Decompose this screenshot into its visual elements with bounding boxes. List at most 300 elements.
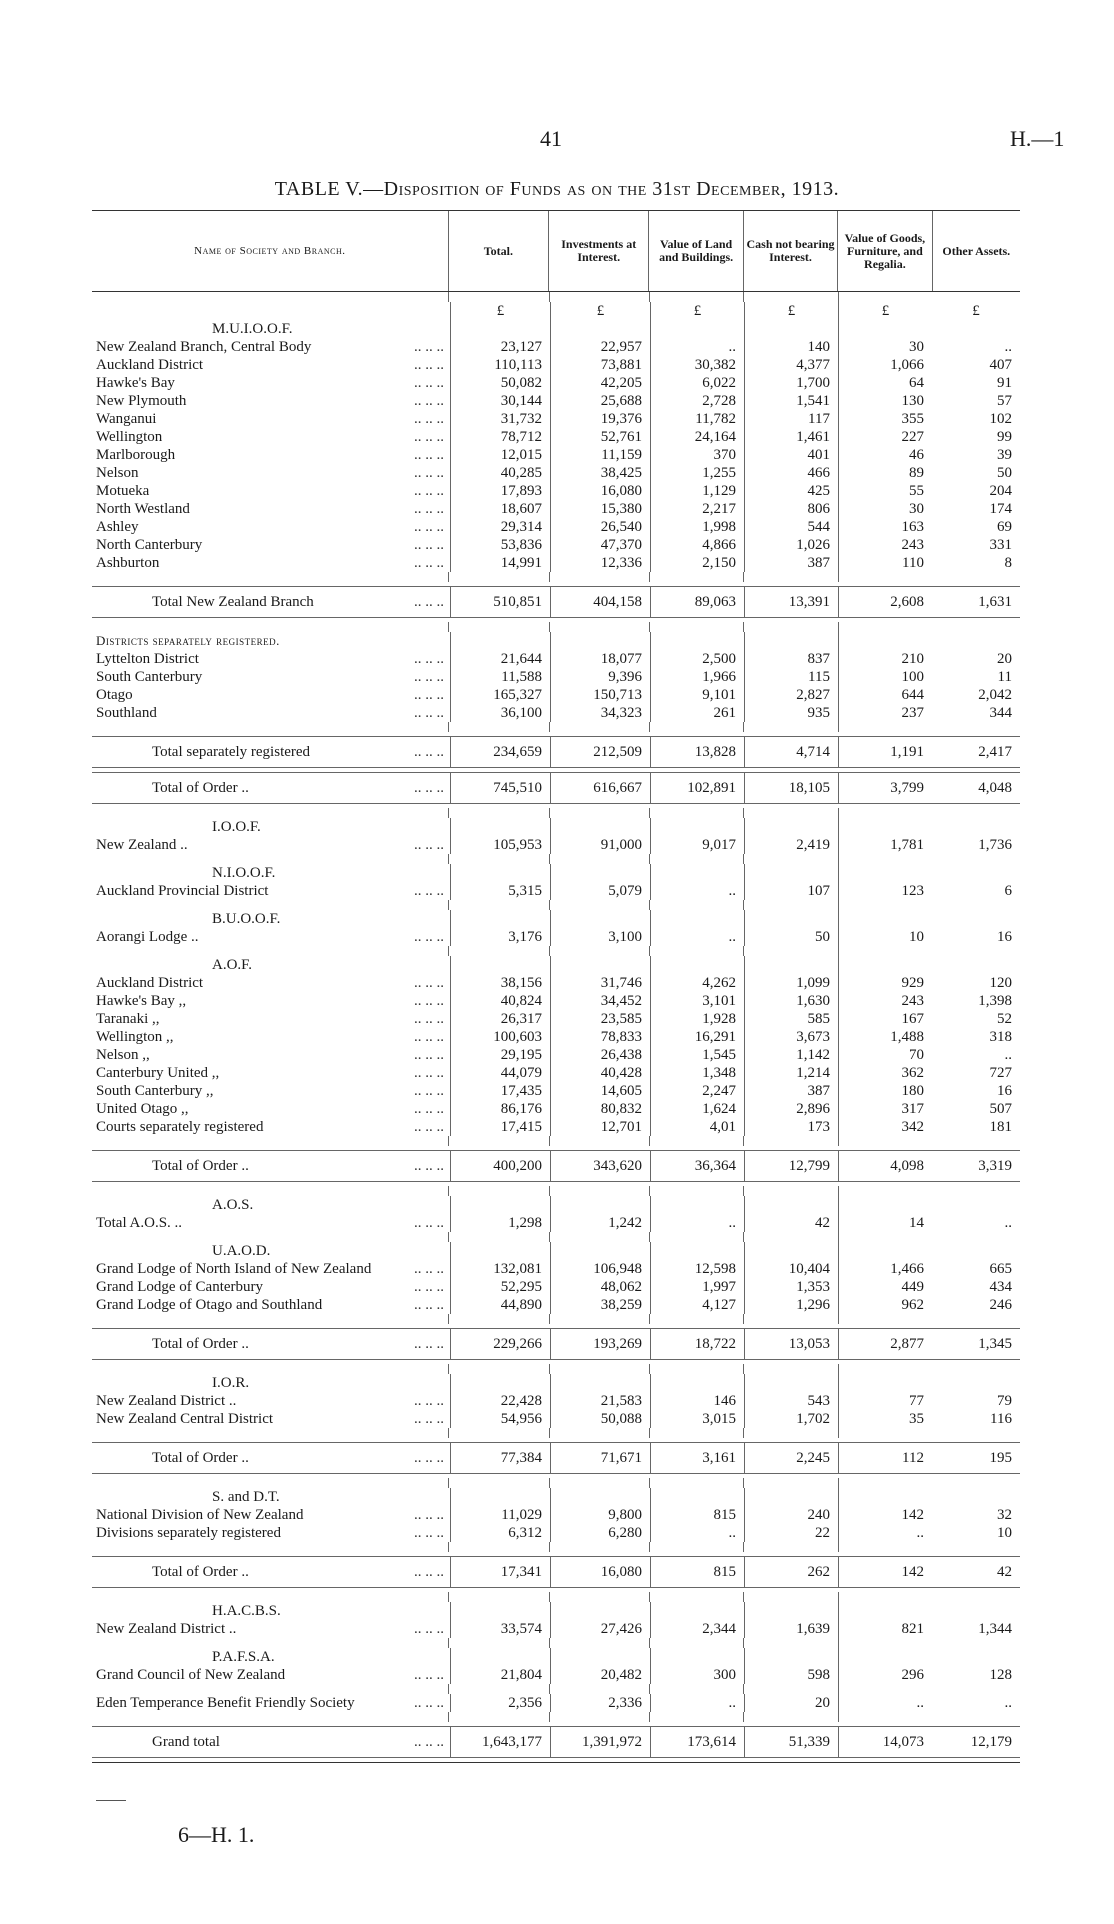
- row-label: [92, 1329, 450, 1359]
- row-label: [92, 928, 450, 946]
- cell-land: [650, 632, 744, 650]
- cell-land: 261: [650, 704, 744, 722]
- cell-total: 22,428: [450, 1392, 550, 1410]
- cell-investments: 91,000: [550, 836, 650, 854]
- row-label: [92, 1278, 450, 1296]
- cell-other: [932, 1648, 1020, 1666]
- leader-dots: .. .. ..: [414, 1411, 444, 1427]
- leader-dots: .. .. ..: [414, 1393, 444, 1409]
- page-number: 41: [540, 126, 562, 151]
- row-label: [92, 818, 450, 836]
- cell-other: 16: [997, 1083, 1012, 1099]
- cell-cash: [744, 818, 838, 836]
- section-heading-text: B.U.O.O.F.: [212, 911, 281, 927]
- table-row: [92, 1260, 1020, 1278]
- row-label: [92, 1488, 450, 1506]
- cell-goods: 77: [838, 1392, 932, 1410]
- cell-other: 120: [989, 975, 1012, 991]
- header-cash: Cash not bearing Interest.: [743, 211, 837, 291]
- cell-cash: 117: [744, 410, 838, 428]
- cell-goods: 929: [838, 974, 932, 992]
- row-label: [92, 338, 450, 356]
- row-name: Otago: [96, 687, 133, 703]
- cell-goods: 100: [838, 668, 932, 686]
- cell-investments: 71,671: [550, 1443, 650, 1473]
- leader-dots: .. .. ..: [414, 501, 444, 517]
- cell-land: 1,966: [650, 668, 744, 686]
- cell-goods: 142: [838, 1506, 932, 1524]
- row-label: [92, 428, 450, 446]
- leader-dots: .. .. ..: [414, 447, 444, 463]
- cell-other: 1,344: [978, 1621, 1012, 1637]
- cell-total: 5,315: [450, 882, 550, 900]
- row-label: [92, 686, 450, 704]
- cell-land: 2,217: [650, 500, 744, 518]
- cell-goods: 4,098: [838, 1151, 932, 1181]
- row-label: [92, 1010, 450, 1028]
- row-name: North Canterbury: [96, 537, 203, 553]
- cell-investments: [550, 1374, 650, 1392]
- cell-goods: 10: [838, 928, 932, 946]
- row-label: [92, 737, 450, 767]
- cell-other: 1,398: [978, 993, 1012, 1009]
- row-name: Aorangi Lodge ..: [96, 929, 199, 945]
- cell-investments: 80,832: [550, 1100, 650, 1118]
- total-row: [92, 1328, 1020, 1360]
- cell-investments: 11,159: [550, 446, 650, 464]
- cell-goods: 1,466: [838, 1260, 932, 1278]
- cell-other: [932, 818, 1020, 836]
- cell-total: 23,127: [450, 338, 550, 356]
- section-heading: [92, 320, 1020, 338]
- cell-goods: 1,191: [838, 737, 932, 767]
- cell-goods: 342: [838, 1118, 932, 1136]
- section-heading-text: M.U.I.O.O.F.: [212, 321, 293, 337]
- leader-dots: .. .. ..: [414, 1297, 444, 1313]
- section-heading-text: P.A.F.S.A.: [212, 1649, 275, 1665]
- cell-investments: 40,428: [550, 1064, 650, 1082]
- cell-other: [932, 910, 1020, 928]
- leader-dots: .. .. ..: [414, 1507, 444, 1523]
- cell-cash: [744, 1196, 838, 1214]
- spacer: [92, 1542, 1020, 1552]
- cell-total: [450, 1602, 550, 1620]
- cell-cash: 425: [744, 482, 838, 500]
- row-name: New Zealand District ..: [96, 1621, 237, 1637]
- cell-cash: 1,639: [744, 1620, 838, 1638]
- row-label: [92, 1694, 450, 1712]
- cell-total: 31,732: [450, 410, 550, 428]
- table-row: [92, 1010, 1020, 1028]
- cell-other: [932, 1602, 1020, 1620]
- cell-investments: 20,482: [550, 1666, 650, 1684]
- cell-total: 165,327: [450, 686, 550, 704]
- spacer: [92, 292, 1020, 302]
- cell-cash: 806: [744, 500, 838, 518]
- section-heading: [92, 1602, 1020, 1620]
- row-label: [92, 650, 450, 668]
- cell-investments: 50,088: [550, 1410, 650, 1428]
- cell-land: 4,262: [650, 974, 744, 992]
- cell-goods: [838, 1648, 932, 1666]
- cell-land: 1,998: [650, 518, 744, 536]
- cell-goods: 167: [838, 1010, 932, 1028]
- table-row: [92, 374, 1020, 392]
- cell-goods: [838, 818, 932, 836]
- row-name: Total New Zealand Branch: [152, 594, 314, 610]
- cell-land: 102,891: [650, 773, 744, 803]
- table-row: [92, 446, 1020, 464]
- leader-dots: .. .. ..: [414, 1734, 444, 1750]
- cell-total: [450, 956, 550, 974]
- cell-goods: 163: [838, 518, 932, 536]
- table-row: [92, 882, 1020, 900]
- row-label: [92, 392, 450, 410]
- cell-other: 3,319: [978, 1158, 1012, 1174]
- total-row: [92, 586, 1020, 618]
- cell-goods: [838, 956, 932, 974]
- cell-other: 2,417: [978, 744, 1012, 760]
- table-row: [92, 464, 1020, 482]
- cell-goods: 227: [838, 428, 932, 446]
- cell-total: 17,435: [450, 1082, 550, 1100]
- leader-dots: .. .. ..: [414, 1621, 444, 1637]
- leader-dots: .. .. ..: [414, 1011, 444, 1027]
- cell-cash: 1,700: [744, 374, 838, 392]
- cell-goods: 449: [838, 1278, 932, 1296]
- row-name: Wellington: [96, 429, 163, 445]
- row-label: [92, 374, 450, 392]
- row-name: Lyttelton District: [96, 651, 199, 667]
- cell-other: 57: [997, 393, 1012, 409]
- table-row: [92, 1100, 1020, 1118]
- cell-total: 12,015: [450, 446, 550, 464]
- leader-dots: .. .. ..: [414, 993, 444, 1009]
- leader-dots: .. .. ..: [414, 1261, 444, 1277]
- cell-goods: 35: [838, 1410, 932, 1428]
- cell-total: 36,100: [450, 704, 550, 722]
- row-label: [92, 1082, 450, 1100]
- cell-cash: 4,377: [744, 356, 838, 374]
- cell-goods: 2,608: [838, 587, 932, 617]
- cell-other: 6: [1004, 883, 1012, 899]
- cell-land: 2,247: [650, 1082, 744, 1100]
- cell-investments: [550, 910, 650, 928]
- cell-goods: 3,799: [838, 773, 932, 803]
- cell-investments: 38,259: [550, 1296, 650, 1314]
- cell-investments: [550, 1602, 650, 1620]
- cell-total: 29,314: [450, 518, 550, 536]
- spacer: [92, 1186, 1020, 1196]
- spacer: [92, 1428, 1020, 1438]
- table-row: [92, 1028, 1020, 1046]
- cell-land: 36,364: [650, 1151, 744, 1181]
- cell-cash: 3,673: [744, 1028, 838, 1046]
- cell-land: 2,344: [650, 1620, 744, 1638]
- cell-investments: [550, 632, 650, 650]
- cell-land: 4,866: [650, 536, 744, 554]
- cell-land: 2,728: [650, 392, 744, 410]
- funds-table: [92, 210, 1020, 1763]
- row-label: [92, 1524, 450, 1542]
- table-row: [92, 686, 1020, 704]
- spacer: [92, 808, 1020, 818]
- cell-land: 1,255: [650, 464, 744, 482]
- cell-investments: 25,688: [550, 392, 650, 410]
- cell-other: 4,048: [978, 780, 1012, 796]
- cell-goods: 70: [838, 1046, 932, 1064]
- section-heading: [92, 1196, 1020, 1214]
- cell-cash: 18,105: [744, 773, 838, 803]
- cell-land: 24,164: [650, 428, 744, 446]
- cell-goods: [838, 1488, 932, 1506]
- row-label: [92, 356, 450, 374]
- cell-goods: 55: [838, 482, 932, 500]
- row-name: Grand Lodge of Otago and Southland: [96, 1297, 323, 1313]
- table-row: [92, 482, 1020, 500]
- cell-goods: £: [838, 302, 932, 320]
- table-body: [92, 292, 1020, 1758]
- cell-total: 54,956: [450, 1410, 550, 1428]
- cell-other: 331: [989, 537, 1012, 553]
- table-row: [92, 1620, 1020, 1638]
- leader-dots: .. .. ..: [414, 1564, 444, 1580]
- row-label: [92, 668, 450, 686]
- cell-investments: 47,370: [550, 536, 650, 554]
- cell-other: [932, 1196, 1020, 1214]
- cell-goods: 962: [838, 1296, 932, 1314]
- section-heading: [92, 910, 1020, 928]
- cell-goods: 821: [838, 1620, 932, 1638]
- leader-dots: .. .. ..: [414, 483, 444, 499]
- cell-investments: 23,585: [550, 1010, 650, 1028]
- row-name: Taranaki ,,: [96, 1011, 160, 1027]
- row-label: [92, 1410, 450, 1428]
- row-name: New Zealand District ..: [96, 1393, 237, 1409]
- section-heading: [92, 1374, 1020, 1392]
- cell-total: 14,991: [450, 554, 550, 572]
- row-label: [92, 910, 450, 928]
- row-name: South Canterbury: [96, 669, 203, 685]
- row-name: Hawke's Bay ,,: [96, 993, 187, 1009]
- cell-total: [450, 1374, 550, 1392]
- leader-dots: .. .. ..: [414, 1119, 444, 1135]
- cell-cash: 2,896: [744, 1100, 838, 1118]
- section-heading-text: U.A.O.D.: [212, 1243, 271, 1259]
- row-name: Courts separately registered: [96, 1119, 264, 1135]
- cell-goods: 1,066: [838, 356, 932, 374]
- spacer: [92, 622, 1020, 632]
- cell-cash: 115: [744, 668, 838, 686]
- cell-total: [450, 632, 550, 650]
- cell-land: ..: [650, 1524, 744, 1542]
- table-row: [92, 1214, 1020, 1232]
- cell-land: 3,161: [650, 1443, 744, 1473]
- footer-rule: [96, 1800, 126, 1801]
- table-row: [92, 1410, 1020, 1428]
- cell-investments: £: [550, 302, 650, 320]
- header-other: Other Assets.: [932, 211, 1020, 291]
- table-row: [92, 1046, 1020, 1064]
- cell-goods: 1,781: [838, 836, 932, 854]
- total-row: [92, 736, 1020, 768]
- cell-land: 9,101: [650, 686, 744, 704]
- cell-other: 52: [997, 1011, 1012, 1027]
- row-label: [92, 587, 450, 617]
- leader-dots: .. .. ..: [414, 780, 444, 796]
- cell-total: 44,890: [450, 1296, 550, 1314]
- cell-land: [650, 864, 744, 882]
- cell-total: [450, 320, 550, 338]
- table-row: [92, 1278, 1020, 1296]
- header-investments: Investments at Interest.: [548, 211, 648, 291]
- cell-investments: [550, 320, 650, 338]
- cell-investments: 150,713: [550, 686, 650, 704]
- table-row: [92, 1506, 1020, 1524]
- cell-land: 173,614: [650, 1727, 744, 1757]
- cell-land: [650, 320, 744, 338]
- cell-cash: 401: [744, 446, 838, 464]
- row-label: [92, 1648, 450, 1666]
- cell-land: ..: [650, 882, 744, 900]
- cell-investments: [550, 1648, 650, 1666]
- table-row: [92, 536, 1020, 554]
- cell-land: [650, 956, 744, 974]
- row-label: [92, 482, 450, 500]
- leader-dots: .. .. ..: [414, 1158, 444, 1174]
- cell-total: 234,659: [450, 737, 550, 767]
- cell-land: 16,291: [650, 1028, 744, 1046]
- cell-land: 1,545: [650, 1046, 744, 1064]
- leader-dots: .. .. ..: [414, 837, 444, 853]
- cell-total: [450, 818, 550, 836]
- cell-total: 100,603: [450, 1028, 550, 1046]
- cell-other: 1,345: [978, 1336, 1012, 1352]
- cell-other: 665: [989, 1261, 1012, 1277]
- cell-land: 4,01: [650, 1118, 744, 1136]
- cell-land: £: [650, 302, 744, 320]
- cell-total: 11,588: [450, 668, 550, 686]
- cell-total: 229,266: [450, 1329, 550, 1359]
- leader-dots: .. .. ..: [414, 1336, 444, 1352]
- section-heading-text: S. and D.T.: [212, 1489, 280, 1505]
- row-name: New Zealand Central District: [96, 1411, 274, 1427]
- leader-dots: .. .. ..: [414, 1695, 444, 1711]
- table-row: [92, 836, 1020, 854]
- row-label: [92, 1028, 450, 1046]
- row-label: [92, 773, 450, 803]
- cell-land: 300: [650, 1666, 744, 1684]
- section-heading: [92, 1242, 1020, 1260]
- row-label: [92, 1443, 450, 1473]
- table-row: [92, 1296, 1020, 1314]
- row-label: [92, 836, 450, 854]
- row-name: Grand Lodge of Canterbury: [96, 1279, 264, 1295]
- cell-total: 21,644: [450, 650, 550, 668]
- cell-total: 33,574: [450, 1620, 550, 1638]
- cell-land: [650, 818, 744, 836]
- row-name: Ashley: [96, 519, 139, 535]
- cell-other: 32: [997, 1507, 1012, 1523]
- row-name: Nelson: [96, 465, 139, 481]
- cell-land: 89,063: [650, 587, 744, 617]
- leader-dots: .. .. ..: [414, 929, 444, 945]
- row-name: Total A.O.S. ..: [96, 1215, 183, 1231]
- cell-goods: 30: [838, 338, 932, 356]
- cell-cash: [744, 1648, 838, 1666]
- row-label: [92, 1118, 450, 1136]
- cell-land: 13,828: [650, 737, 744, 767]
- cell-other: 116: [990, 1411, 1012, 1427]
- cell-cash: 387: [744, 554, 838, 572]
- cell-investments: [550, 818, 650, 836]
- cell-goods: ..: [838, 1694, 932, 1712]
- cell-other: 8: [1004, 555, 1012, 571]
- footer-signature: 6—H. 1.: [178, 1822, 255, 1847]
- spacer: [92, 1478, 1020, 1488]
- cell-investments: 16,080: [550, 1557, 650, 1587]
- cell-cash: [744, 910, 838, 928]
- cell-goods: [838, 320, 932, 338]
- cell-cash: 262: [744, 1557, 838, 1587]
- cell-goods: 64: [838, 374, 932, 392]
- cell-cash: 140: [744, 338, 838, 356]
- cell-other: 128: [989, 1667, 1012, 1683]
- cell-total: 52,295: [450, 1278, 550, 1296]
- cell-cash: 13,053: [744, 1329, 838, 1359]
- section-heading: [92, 632, 1020, 650]
- row-name: Auckland District: [96, 975, 204, 991]
- cell-other: 10: [997, 1525, 1012, 1541]
- cell-cash: 50: [744, 928, 838, 946]
- cell-cash: 1,702: [744, 1410, 838, 1428]
- cell-other: 727: [989, 1065, 1012, 1081]
- row-name: New Zealand ..: [96, 837, 188, 853]
- row-name: Canterbury United ,,: [96, 1065, 220, 1081]
- cell-land: 3,101: [650, 992, 744, 1010]
- cell-total: 17,341: [450, 1557, 550, 1587]
- cell-other: 69: [997, 519, 1012, 535]
- cell-goods: 180: [838, 1082, 932, 1100]
- table-row: [92, 1082, 1020, 1100]
- cell-goods: 142: [838, 1557, 932, 1587]
- table-row: [92, 1118, 1020, 1136]
- table-row: [92, 338, 1020, 356]
- row-name: Total of Order ..: [152, 780, 249, 796]
- row-name: Wanganui: [96, 411, 157, 427]
- cell-cash: 1,541: [744, 392, 838, 410]
- cell-total: [450, 1488, 550, 1506]
- table-row: [92, 500, 1020, 518]
- cell-total: 50,082: [450, 374, 550, 392]
- row-label: [92, 1557, 450, 1587]
- cell-investments: 3,100: [550, 928, 650, 946]
- cell-land: [650, 1648, 744, 1666]
- cell-investments: 22,957: [550, 338, 650, 356]
- header-total: Total.: [448, 211, 548, 291]
- cell-total: [450, 1242, 550, 1260]
- cell-goods: [838, 1196, 932, 1214]
- cell-investments: 343,620: [550, 1151, 650, 1181]
- cell-cash: 10,404: [744, 1260, 838, 1278]
- table-row: [92, 428, 1020, 446]
- cell-total: 38,156: [450, 974, 550, 992]
- row-name: Hawke's Bay: [96, 375, 175, 391]
- cell-goods: 130: [838, 392, 932, 410]
- cell-other: [932, 1242, 1020, 1260]
- cell-goods: 112: [838, 1443, 932, 1473]
- row-label: [92, 410, 450, 428]
